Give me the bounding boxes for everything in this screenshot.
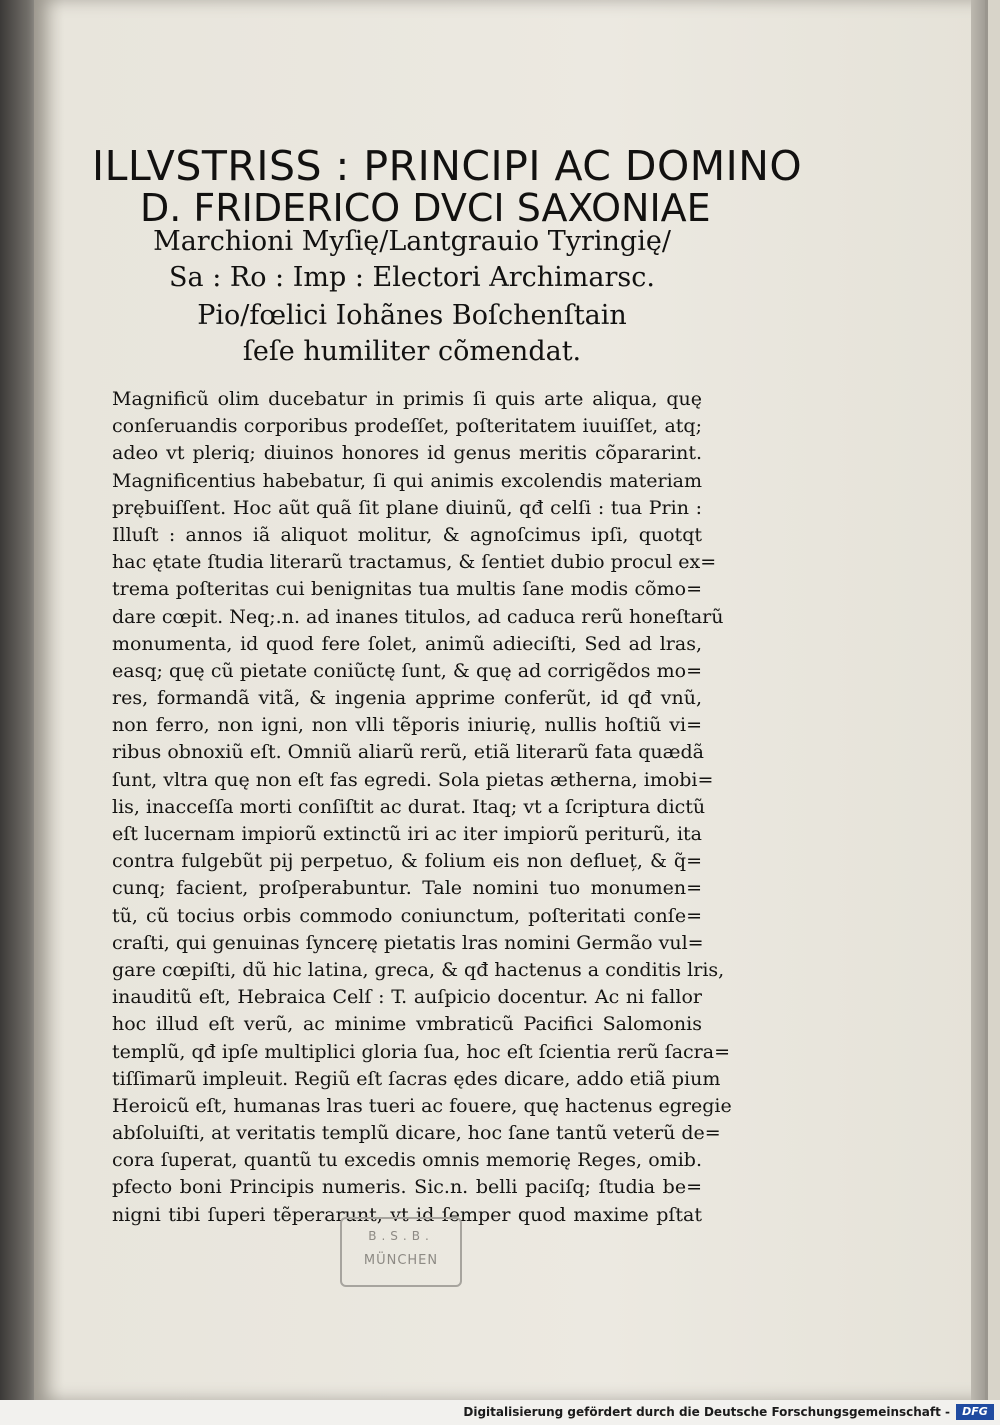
page-edge — [971, 0, 985, 1400]
text-line: Magnificentius habebatur, ſi qui animis excolendis materiam — [112, 469, 702, 492]
text-line: hac ętate ſtudia literarũ tractamus, & ſentiet dubio procul ex= — [112, 551, 717, 574]
text-line: ſunt, vltra quę non eſt fas egredi. Sola pietas ætherna, imobi= — [112, 768, 714, 791]
text-line: abſoluiſti, at veritatis templũ dicare, hoc ſane tantũ veterũ de= — [112, 1122, 721, 1145]
heading-line-2: D. FRIDERICO DVCI SAXONIAE — [140, 186, 711, 230]
heading-line-3: Marchioni Myſię/Lantgrauio Tyringię/ — [153, 226, 671, 257]
text-line: eſt lucernam impiorũ extinctũ iri ac iter impiorũ periturũ, ita — [112, 823, 702, 845]
dfg-logo-icon: DFG — [956, 1404, 994, 1420]
heading-line-5: Pio/fœlici Iohãnes Boſchenſtain — [197, 300, 627, 331]
text-line: tiſſimarũ impleuit. Regiũ eſt ſacras ędes dicare, addo etiã pium — [112, 1067, 721, 1090]
text-line: craſti, qui genuinas ſyncerę pietatis lras nomini Germão vul= — [112, 931, 704, 954]
text-line: pfecto boni Principis numeris. Sic.n. belli paciſq; ſtudia be= — [112, 1176, 702, 1199]
text-line: non ferro, non igni, non vlli tẽporis iniurię, nullis hoſtiũ vi= — [112, 714, 702, 737]
stamp-line-2: MÜNCHEN — [363, 1253, 439, 1268]
text-line: inauditũ eſt, Hebraica Celſ : T. auſpicio docentur. Ac ni fallor — [112, 986, 702, 1009]
text-line: Heroicũ eſt, humanas lras tueri ac fouere, quę hactenus egregie — [112, 1094, 732, 1117]
text-line: nigni tibi ſuperi tẽperarunt, vt id ſemper quod maxime pſtat — [112, 1203, 702, 1226]
heading-line-4: Sa : Ro : Imp : Electori Archimarsc. — [169, 262, 655, 293]
text-line: adeo vt pleriq; diuinos honores id genus meritis cõpararint. — [112, 442, 702, 465]
text-line: templũ, qđ ipſe multiplici gloria ſua, hoc eſt ſcientia rerũ ſacra= — [112, 1040, 731, 1063]
text-line: conſeruandis corporibus prodeſſet, poſteritatem iuuiſſet, atq; — [112, 415, 702, 438]
text-line: monumenta, id quod fere ſolet, animũ adieciſti, Sed ad lras, — [112, 632, 702, 655]
text-line: Magnificũ olim ducebatur in primis ſi quis arte aliqua, quę — [112, 388, 702, 410]
library-stamp — [340, 1217, 462, 1287]
body-text — [112, 386, 732, 1229]
footer-bar — [0, 1400, 1000, 1425]
stamp-line-1: B.S.B. — [368, 1229, 434, 1243]
text-line: cora ſuperat, quantũ tu excedis omnis memorię Reges, omib. — [112, 1149, 702, 1172]
text-line: ribus obnoxiũ eſt. Omniũ aliarũ rerũ, etiã literarũ fata quædã — [112, 741, 704, 764]
text-line: res, formandã vitã, & ingenia apprime conferũt, id qđ vnũ, — [112, 687, 702, 710]
text-line: hoc illud eſt verũ, ac minime vmbraticũ Pacifici Salomonis — [112, 1013, 702, 1036]
heading-line-1: ILLVSTRISS : PRINCIPI AC DOMINO — [92, 142, 803, 190]
text-line: Illuſt : annos iã aliquot molitur, & agnoſcimus ipſi, quotqt — [112, 523, 702, 546]
text-line: cunq; facient, proſperabuntur. Tale nomini tuo monumen= — [112, 877, 702, 900]
text-line: gare cœpiſti, dũ hic latina, greca, & qđ hactenus a conditis lris, — [112, 958, 725, 981]
footer-credit: Digitalisierung gefördert durch die Deutsche Forschungsgemeinschaft - — [463, 1405, 950, 1419]
text-line: tũ, cũ tocius orbis commodo coniunctum, poſteritati conſe= — [112, 904, 702, 927]
text-line: prębuiſſent. Hoc aũt quã ſit plane diuinũ, qđ celſi : tua Prin : — [112, 496, 702, 519]
text-line: trema poſteritas cui benignitas tua multis ſane modis cõmo= — [112, 578, 702, 601]
heading-line-6: ſeſe humiliter cõmendat. — [242, 336, 582, 367]
text-line: contra fulgebũt pij perpetuo, & folium eis non deflueț, & q̃= — [112, 850, 702, 873]
text-line: easq; quę cũ pietate coniũctę ſunt, & quę ad corrigẽdos mo= — [112, 659, 702, 682]
text-line: dare cœpit. Neq;.n. ad inanes titulos, ad caduca rerũ honeſtarũ — [112, 605, 724, 628]
text-line: lis, inacceſſa morti conſiſtit ac durat. Itaq; vt a ſcriptura dictũ — [112, 795, 706, 818]
